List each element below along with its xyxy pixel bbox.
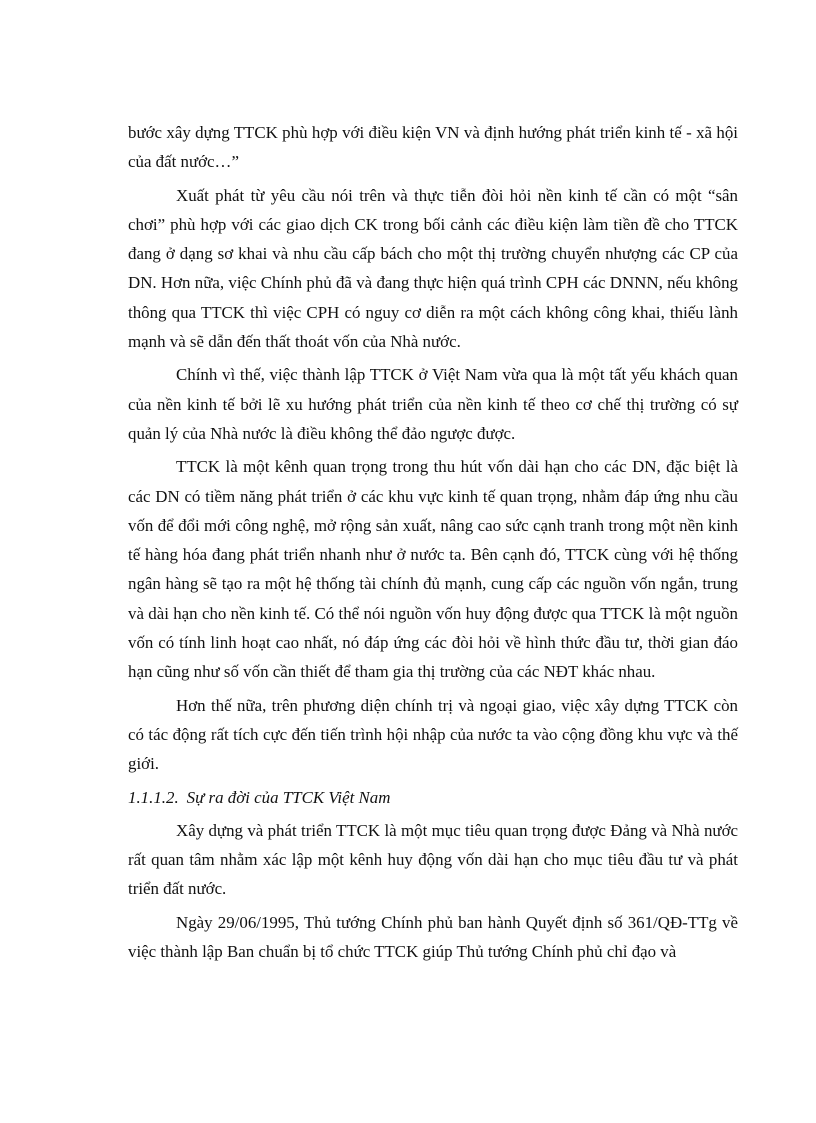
paragraph-continuation: bước xây dựng TTCK phù hợp với điều kiện VN và định hướng phát triển kinh tế - xã hội của đất nước…”: [128, 123, 738, 172]
paragraph: TTCK là một kênh quan trọng trong thu hút vốn dài hạn cho các DN, đặc biệt là các DN có tiềm năng phát triển ở các khu vực kinh tế quan trọng, nhằm đáp ứng nhu cầu vốn để đổi mới công nghệ, mở rộng sản xuất, nâng cao sức cạnh tranh trong một nền kinh tế hàng hóa đang phát triển nhanh như ở nước ta. Bên cạnh đó, TTCK cùng với hệ thống ngân hàng sẽ tạo ra một hệ thống tài chính đủ mạnh, cung cấp các nguồn vốn ngắn, trung và dài hạn cho nền kinh tế. Có thể nói nguồn vốn huy động được qua TTCK là một nguồn vốn có tính linh hoạt cao nhất, nó đáp ứng các đòi hỏi về hình thức đầu tư, thời gian đáo hạn cũng như số vốn cần thiết để tham gia thị trường của các NĐT khác nhau.: [128, 457, 738, 682]
paragraph: Xây dựng và phát triển TTCK là một mục tiêu quan trọng được Đảng và Nhà nước rất quan tâm nhằm xác lập một kênh huy động vốn dài hạn cho mục tiêu đầu tư và phát triển đất nước.: [128, 820, 738, 899]
paragraph: Hơn thế nữa, trên phương diện chính trị và ngoại giao, việc xây dựng TTCK còn có tác động rất tích cực đến tiến trình hội nhập của nước ta vào cộng đồng khu vực và thế giới.: [128, 695, 738, 774]
section-heading: [128, 783, 738, 812]
paragraph: Xuất phát từ yêu cầu nói trên và thực tiễn đòi hỏi nền kinh tế cần có một “sân chơi” phù hợp với các giao dịch CK trong bối cảnh các điều kiện làm tiền đề cho TTCK đang ở dạng sơ khai và nhu cầu cấp bách cho một thị trường chuyển nhượng các CP của DN. Hơn nữa, việc Chính phủ đã và đang thực hiện quá trình CPH các DNNN, nếu không thông qua TTCK thì việc CPH có nguy cơ diễn ra một cách không công khai, thiếu lành mạnh và sẽ dẫn đến thất thoát vốn của Nhà nước.: [128, 185, 738, 352]
paragraph: Ngày 29/06/1995, Thủ tướng Chính phủ ban hành Quyết định số 361/QĐ-TTg về việc thành lập Ban chuẩn bị tổ chức TTCK giúp Thủ tướng Chính phủ chỉ đạo và: [128, 912, 738, 962]
section-title: Sự ra đời của TTCK Việt Nam: [186, 787, 391, 807]
document-body: [128, 118, 738, 970]
section-number: 1.1.1.2.: [128, 787, 179, 807]
paragraph: Chính vì thế, việc thành lập TTCK ở Việt Nam vừa qua là một tất yếu khách quan của nền kinh tế bởi lẽ xu hướng phát triển của nền kinh tế theo cơ chế thị trường có sự quản lý của Nhà nước là điều không thể đảo ngược được.: [128, 365, 738, 443]
